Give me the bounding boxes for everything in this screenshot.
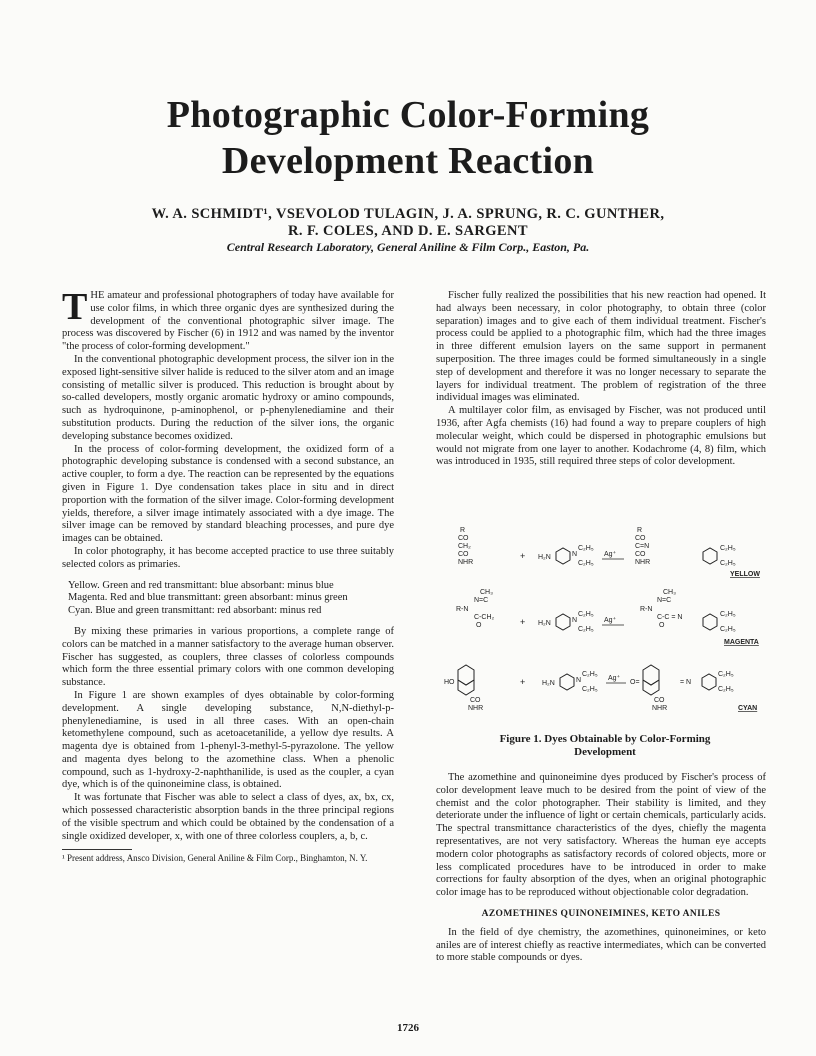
right-column-top <box>436 290 766 469</box>
svg-text:N: N <box>572 617 578 624</box>
svg-text:H₂N: H₂N <box>542 680 555 687</box>
svg-text:R-N: R-N <box>456 606 469 613</box>
caption-line-2: Development <box>574 746 636 758</box>
paragraph-dye-chemistry: In the field of dye chemistry, the azomethines, quinoneimines, or keto aniles are of interest chiefly as reactive intermediates, which can be converted to more stable compounds or dyes. <box>436 926 766 964</box>
svg-text:CO: CO <box>458 535 469 542</box>
definition-cyan: Cyan. Blue and green transmittant: red absorbant: minus red <box>68 605 322 617</box>
left-column <box>62 286 394 864</box>
title-line-1: Photographic Color-Forming <box>166 94 650 136</box>
svg-text:C₂H₅: C₂H₅ <box>720 611 736 618</box>
author-list <box>60 206 756 240</box>
intro-paragraph <box>62 286 394 354</box>
svg-text:C₂H₅: C₂H₅ <box>578 560 594 567</box>
naphthalene-ring-b <box>458 680 474 695</box>
paragraph-development-process: In the conventional photographic development process, the silver ion in the exposed light-sensitive silver halide is reduced to the silver atom and an image consisting of metallic silver is produced. This reduction is brought about by so-called developers, mostly organic aromatic hydroxy or amino compounds, such as hydroquinone, p-aminophenol, or p-phenylenediamine and their substitution products. During the reduction of the silver ions, the organic developing substance becomes oxidized. <box>62 353 394 442</box>
svg-text:O: O <box>659 622 665 629</box>
label-cyan: CYAN <box>738 705 758 712</box>
benzene-ring <box>703 548 717 564</box>
svg-text:CO: CO <box>654 697 665 704</box>
paragraph-mixing: By mixing these primaries in various proportions, a complete range of colors can be matched in a manner satisfactory to the average human observer. Fischer has suggested, as couplers, three classes of colorless compounds which form the three essential primary colors with one common developing substance. <box>62 625 394 689</box>
svg-text:N: N <box>572 551 578 558</box>
svg-text:C₂H₅: C₂H₅ <box>718 671 734 678</box>
svg-text:H₂N: H₂N <box>538 620 551 627</box>
paragraph-fischer-dyes: It was fortunate that Fischer was able to select a class of dyes, ax, bx, cx, which possessed characteristic absorption bands in the three principal regions of the visible spectrum and which could be obtained by the condensation of a single oxidized developer, x, with one of three colorless couplers, a, b, c. <box>62 792 394 842</box>
silver-reagent: Ag⁺ <box>608 675 621 682</box>
paragraph-primaries: In color photography, it has become accepted practice to use three suitably selected colors as primaries. <box>62 545 394 570</box>
svg-text:NHR: NHR <box>635 559 651 566</box>
svg-text:C=N: C=N <box>635 543 650 550</box>
drop-cap: T <box>62 286 88 328</box>
svg-text:CH₃: CH₃ <box>480 589 493 596</box>
title-line-2: Development Reaction <box>221 140 595 182</box>
svg-text:NHR: NHR <box>468 705 484 712</box>
right-column-bottom <box>436 772 766 965</box>
silver-reagent: Ag⁺ <box>604 551 617 558</box>
svg-text:C₂H₅: C₂H₅ <box>720 560 736 567</box>
svg-text:R: R <box>460 527 466 534</box>
article-title <box>0 92 816 184</box>
svg-text:C₂H₅: C₂H₅ <box>720 545 736 552</box>
definition-magenta: Magenta. Red and blue transmittant: green absorbant: minus green <box>68 592 348 604</box>
plus-sign: + <box>520 617 526 627</box>
svg-text:NHR: NHR <box>652 705 668 712</box>
svg-text:C₂H₅: C₂H₅ <box>582 671 598 678</box>
footnote-text: ¹ Present address, Ansco Division, General Aniline & Film Corp., Binghamton, N. Y. <box>62 853 368 864</box>
svg-text:N=C: N=C <box>474 597 489 604</box>
svg-text:C₂H₅: C₂H₅ <box>578 626 594 633</box>
authors-line-2: R. F. COLES, AND D. E. SARGENT <box>288 223 528 239</box>
plus-sign: + <box>520 677 526 687</box>
definition-yellow: Yellow. Green and red transmittant: blue absorbant: minus blue <box>68 579 334 591</box>
page-number: 1726 <box>397 1022 419 1034</box>
authors-line-1: W. A. SCHMIDT¹, VSEVOLOD TULAGIN, J. A. SPRUNG, R. C. GUNTHER, <box>151 206 665 222</box>
svg-text:R-N: R-N <box>640 606 653 613</box>
svg-text:HO: HO <box>444 679 455 686</box>
svg-text:O=: O= <box>630 679 640 686</box>
label-magenta: MAGENTA <box>724 639 759 646</box>
footnote-rule <box>62 849 132 850</box>
svg-text:CO: CO <box>470 697 481 704</box>
paragraph-azomethine-dyes: The azomethine and quinoneimine dyes produced by Fischer's process of color development leave much to be desired from the point of view of the chemist and the color photographer. Their stability is limited, and they deteriorate under the influence of light or certain chemicals, particularly acids. The spectral transmittance characteristics of the dyes, chiefly the magenta representatives, are not very satisfactory. Whereas the human eye accepts modern color photographs as satisfactory records of colored objects, more or less complicated procedures have to be introduced in order to make corrections for faulty absorption of the dyes, when an original photographic color image has to be reproduced without objectionable color degradation. <box>436 772 766 899</box>
plus-sign: + <box>520 551 526 561</box>
svg-text:C₂H₅: C₂H₅ <box>720 626 736 633</box>
affiliation: Central Research Laboratory, General Aniline & Film Corp., Easton, Pa. <box>226 240 590 254</box>
figure-caption <box>440 733 770 759</box>
svg-text:CH₃: CH₃ <box>663 589 676 596</box>
svg-text:C-C = N: C-C = N <box>657 614 683 621</box>
silver-reagent: Ag⁺ <box>604 617 617 624</box>
svg-text:C₂H₅: C₂H₅ <box>718 686 734 693</box>
intro-text: HE amateur and professional photographers of today have available for use color films, in which three organic dyes are synthesized during the development of the conventional photographic silver image. The process was discovered by Fischer (6) in 1912 and was named by the inventor "the process of color-forming development." <box>62 290 394 353</box>
svg-text:C₂H₅: C₂H₅ <box>578 545 594 552</box>
caption-line-1: Figure 1. Dyes Obtainable by Color-Forming <box>499 733 711 745</box>
svg-text:N: N <box>576 677 582 684</box>
svg-text:N=C: N=C <box>657 597 672 604</box>
svg-text:CH₂: CH₂ <box>458 543 471 550</box>
svg-text:C₂H₅: C₂H₅ <box>578 611 594 618</box>
benzene-ring <box>703 614 717 630</box>
svg-text:O: O <box>476 622 482 629</box>
svg-text:H₂N: H₂N <box>538 554 551 561</box>
paragraph-multilayer: A multilayer color film, as envisaged by Fischer, was not produced until 1936, after Agfa chemists (16) had found a way to prepare couplers of high molecular weight, which could be dispersed in photographic emulsions but would not migrate from one layer to another. Kodachrome (4, 8) film, which was introduced in 1935, still required three steps of color development. <box>436 405 766 468</box>
benzene-ring <box>556 548 570 564</box>
svg-text:C-CH₂: C-CH₂ <box>474 614 495 621</box>
svg-text:CO: CO <box>635 551 646 558</box>
footnote <box>62 849 394 864</box>
svg-text:CO: CO <box>635 535 646 542</box>
benzene-ring <box>702 674 716 690</box>
label-yellow: YELLOW <box>730 571 760 578</box>
figure-1-dye-structures <box>440 518 770 734</box>
benzene-ring <box>556 614 570 630</box>
svg-text:CO: CO <box>458 551 469 558</box>
quinone-ring-b <box>643 680 659 695</box>
svg-text:C₂H₅: C₂H₅ <box>582 686 598 693</box>
paragraph-fischer-realized: Fischer fully realized the possibilities that his new reaction had opened. It had always been necessary, in color photography, to obtain three (color separation) images and to give each of them individual treatment. Fischer's process could be applied to a photographic film, which had the three images in three different emulsion layers on the same support in permanent superposition. The three images could be formed simultaneously in a single step of development and therefore it was no longer necessary to separate the layers for individual treatment. The problem of registration of the three individual images was eliminated. <box>436 290 766 404</box>
svg-text:= N: = N <box>680 679 692 686</box>
benzene-ring <box>560 674 574 690</box>
paragraph-color-forming: In the process of color-forming development, the oxidized form of a photographic developing substance is condensed with a second substance, an active coupler, to form a dye. The reaction can be represented by the equations given in Figure 1. Dye condensation takes place in situ and in direct proportion with the formation of the silver image. Color-forming development yields, therefore, a silver image intimately associated with a dye image. The silver image can be removed by standard bleaching processes, and pure dye images can be obtained. <box>62 443 394 545</box>
svg-text:R: R <box>637 527 643 534</box>
section-heading: AZOMETHINES QUINONEIMINES, KETO ANILES <box>481 908 721 919</box>
svg-text:NHR: NHR <box>458 559 474 566</box>
paragraph-figure-examples: In Figure 1 are shown examples of dyes obtainable by color-forming development. A single developing substance, N,N-diethyl-p-phenylenediamine, is used in all three cases. With an open-chain ketomethylene compound, such as acetoacetanilide, a yellow dye results. A magenta dye is obtained from 1-phenyl-3-methyl-5-pyrazolone. The yellow and magenta dyes belong to the azomethine class. When a phenolic compound, such as 1-hydroxy-2-naphthanilide, is used as the coupler, a cyan dye, which is of the quinoneimine class, is obtained. <box>62 689 394 791</box>
